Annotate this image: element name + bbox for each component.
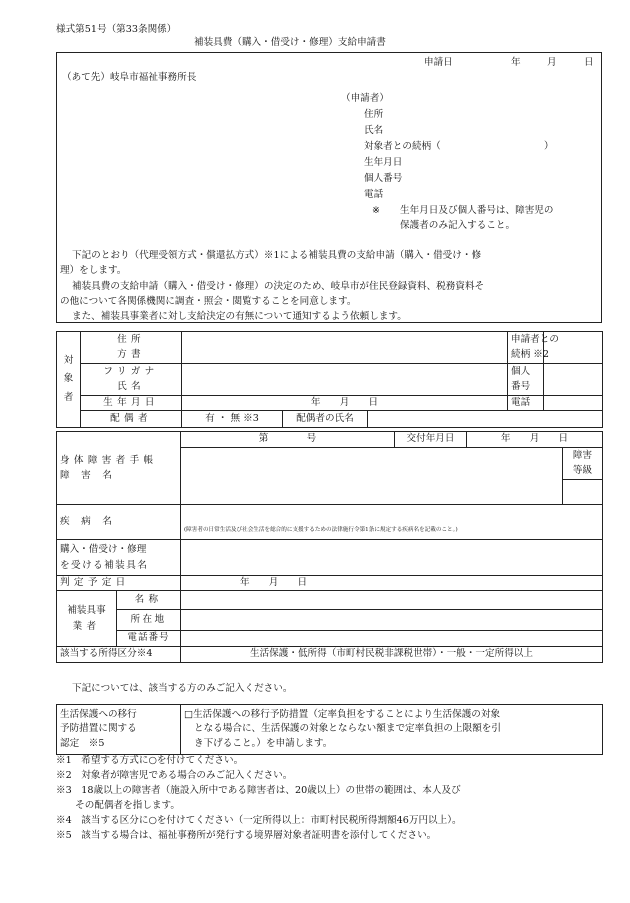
consent-para2-line2: の他について各関係機関に調査・照会・閲覧することを同意します。 xyxy=(60,296,357,307)
note-3-cont: その配偶者を指します。 xyxy=(56,800,180,811)
note-4: ※4 該当する区分に○を付けてください（一定所得以上：市町村民税所得割額46万円以上）。 xyxy=(56,815,462,826)
applicant-relation-label: 対象者との続柄（ xyxy=(364,141,441,152)
disability-name-field[interactable] xyxy=(181,448,563,505)
applicant-address-label: 住所 xyxy=(364,109,384,120)
vendor-phone-label: 電話番号 xyxy=(117,631,181,647)
decision-date-field[interactable]: 年 月 日 xyxy=(181,576,603,591)
applicant-header: （申請者） xyxy=(341,93,389,104)
note-3: ※3 18歳以上の障害者（施設入所中である障害者は、20歳以上）の世帯の範囲は、本人及び xyxy=(56,785,461,796)
grade-field[interactable] xyxy=(563,480,603,505)
form-number: 様式第51号（第33条関係） xyxy=(56,24,177,35)
handbook-number[interactable]: 第 号 xyxy=(181,432,395,448)
subject-personal-no-field[interactable] xyxy=(544,364,603,396)
consent-para1-line2: 理）をします。 xyxy=(60,265,127,276)
subject-phone-label: 電話 xyxy=(508,396,544,411)
subject-spouse-label: 配偶者 xyxy=(81,411,182,428)
issue-date-field[interactable]: 年 月 日 xyxy=(467,432,603,448)
vendor-name-field[interactable] xyxy=(181,591,603,610)
grade-label: 障害 等級 xyxy=(563,448,603,480)
vendor-label: 補装具事 業者 xyxy=(57,591,117,647)
device-field[interactable] xyxy=(181,540,603,576)
applicant-birth-label: 生年月日 xyxy=(364,157,403,168)
subject-table xyxy=(56,331,603,428)
note-1: ※1 希望する方式に○を付けてください。 xyxy=(56,755,244,766)
disease-label: 疾病名 xyxy=(57,505,181,540)
applicant-personal-no-label: 個人番号 xyxy=(364,173,403,184)
applicant-phone-label: 電話 xyxy=(364,189,384,200)
spouse-choice[interactable]: 有 ・ 無 ※3 xyxy=(182,411,283,427)
applicant-relation-close: ） xyxy=(544,141,554,152)
vendor-address-field[interactable] xyxy=(181,610,603,631)
applicant-note-line2: 保護者のみ記入すること。 xyxy=(400,220,516,231)
issue-date-label: 交付年月日 xyxy=(395,432,467,448)
date-month: 月 xyxy=(547,57,557,68)
spouse-name-label: 配偶者の氏名 xyxy=(283,411,368,427)
lower-instruction: 下記については、該当する方のみご記入ください。 xyxy=(72,683,293,694)
disease-field[interactable] xyxy=(181,505,603,540)
income-label: 該当する所得区分※4 xyxy=(57,647,181,663)
consent-para3: また、補装具事業者に対し支給決定の有無について通知するよう依頼します。 xyxy=(72,311,407,322)
device-label: 購入・借受け・修理 を受ける補装具名 xyxy=(57,540,181,576)
disease-note: (障害者の日常生活及び社会生活を総合的に支援するための法律施行令第1条に規定する疾病名を記載のこと。) xyxy=(184,526,458,533)
subject-birth-label: 生年月日 xyxy=(81,396,182,411)
note-5: ※5 該当する場合は、福祉事務所が発行する境界層対象者証明書を添付してください。 xyxy=(56,830,437,841)
spouse-row xyxy=(182,411,603,428)
subject-address-label: 住所 方書 xyxy=(81,332,182,364)
vendor-phone-field[interactable] xyxy=(181,631,603,647)
welfare-label: 生活保護への移行 予防措置に関する 認定 ※5 xyxy=(57,705,181,755)
subject-name-field[interactable] xyxy=(182,364,508,396)
subject-name-label: フリガナ 氏名 xyxy=(81,364,182,396)
welfare-checkbox-text[interactable]: □生活保護への移行予防措置（定率負担をすることにより生活保護の対象 となる場合に、生活保護の対象とならない額まで定率負担の上限額を引 き下げること。）を申請します。 xyxy=(181,705,603,755)
income-options[interactable]: 生活保護・低所得（市町村民税非課税世帯）・一般・一定所得以上 xyxy=(181,647,603,663)
vendor-address-label: 所在地 xyxy=(117,610,181,631)
date-year: 年 xyxy=(511,57,521,68)
details-table xyxy=(56,431,603,663)
note-2: ※2 対象者が障害児である場合のみご記入ください。 xyxy=(56,770,293,781)
form-title: 補装具費（購入・借受け・修理）支給申請書 xyxy=(194,37,386,48)
applicant-name-label: 氏名 xyxy=(364,125,384,136)
date-day: 日 xyxy=(584,57,594,68)
subject-relation-label: 申請者との 続柄 ※2 xyxy=(508,332,544,364)
addressee: （あて先）岐阜市福祉事務所長 xyxy=(62,72,197,83)
handbook-label: 身体障害者手帳 障害名 xyxy=(57,432,181,505)
applicant-note-mark: ※ xyxy=(372,205,381,216)
subject-group-label: 対象者 xyxy=(57,332,81,428)
application-date-label: 申請日 xyxy=(424,57,453,68)
subject-personal-no-label: 個人 番号 xyxy=(508,364,544,396)
subject-address-field[interactable] xyxy=(182,332,508,364)
decision-date-label: 判定予定日 xyxy=(57,576,181,591)
subject-phone-field[interactable] xyxy=(544,396,603,411)
applicant-note-line1: 生年月日及び個人番号は、障害児の xyxy=(400,205,554,216)
vendor-name-label: 名称 xyxy=(117,591,181,610)
subject-birth-field[interactable]: 年 月 日 xyxy=(182,396,508,411)
consent-para2-line1: 補装具費の支給申請（購入・借受け・修理）の決定のため、岐阜市が住民登録資料、税務資料そ xyxy=(72,281,485,292)
welfare-table xyxy=(56,704,603,755)
consent-para1-line1: 下記のとおり（代理受領方式・償還払方式）※1による補装具費の支給申請（購入・借受け・修 xyxy=(72,250,482,261)
